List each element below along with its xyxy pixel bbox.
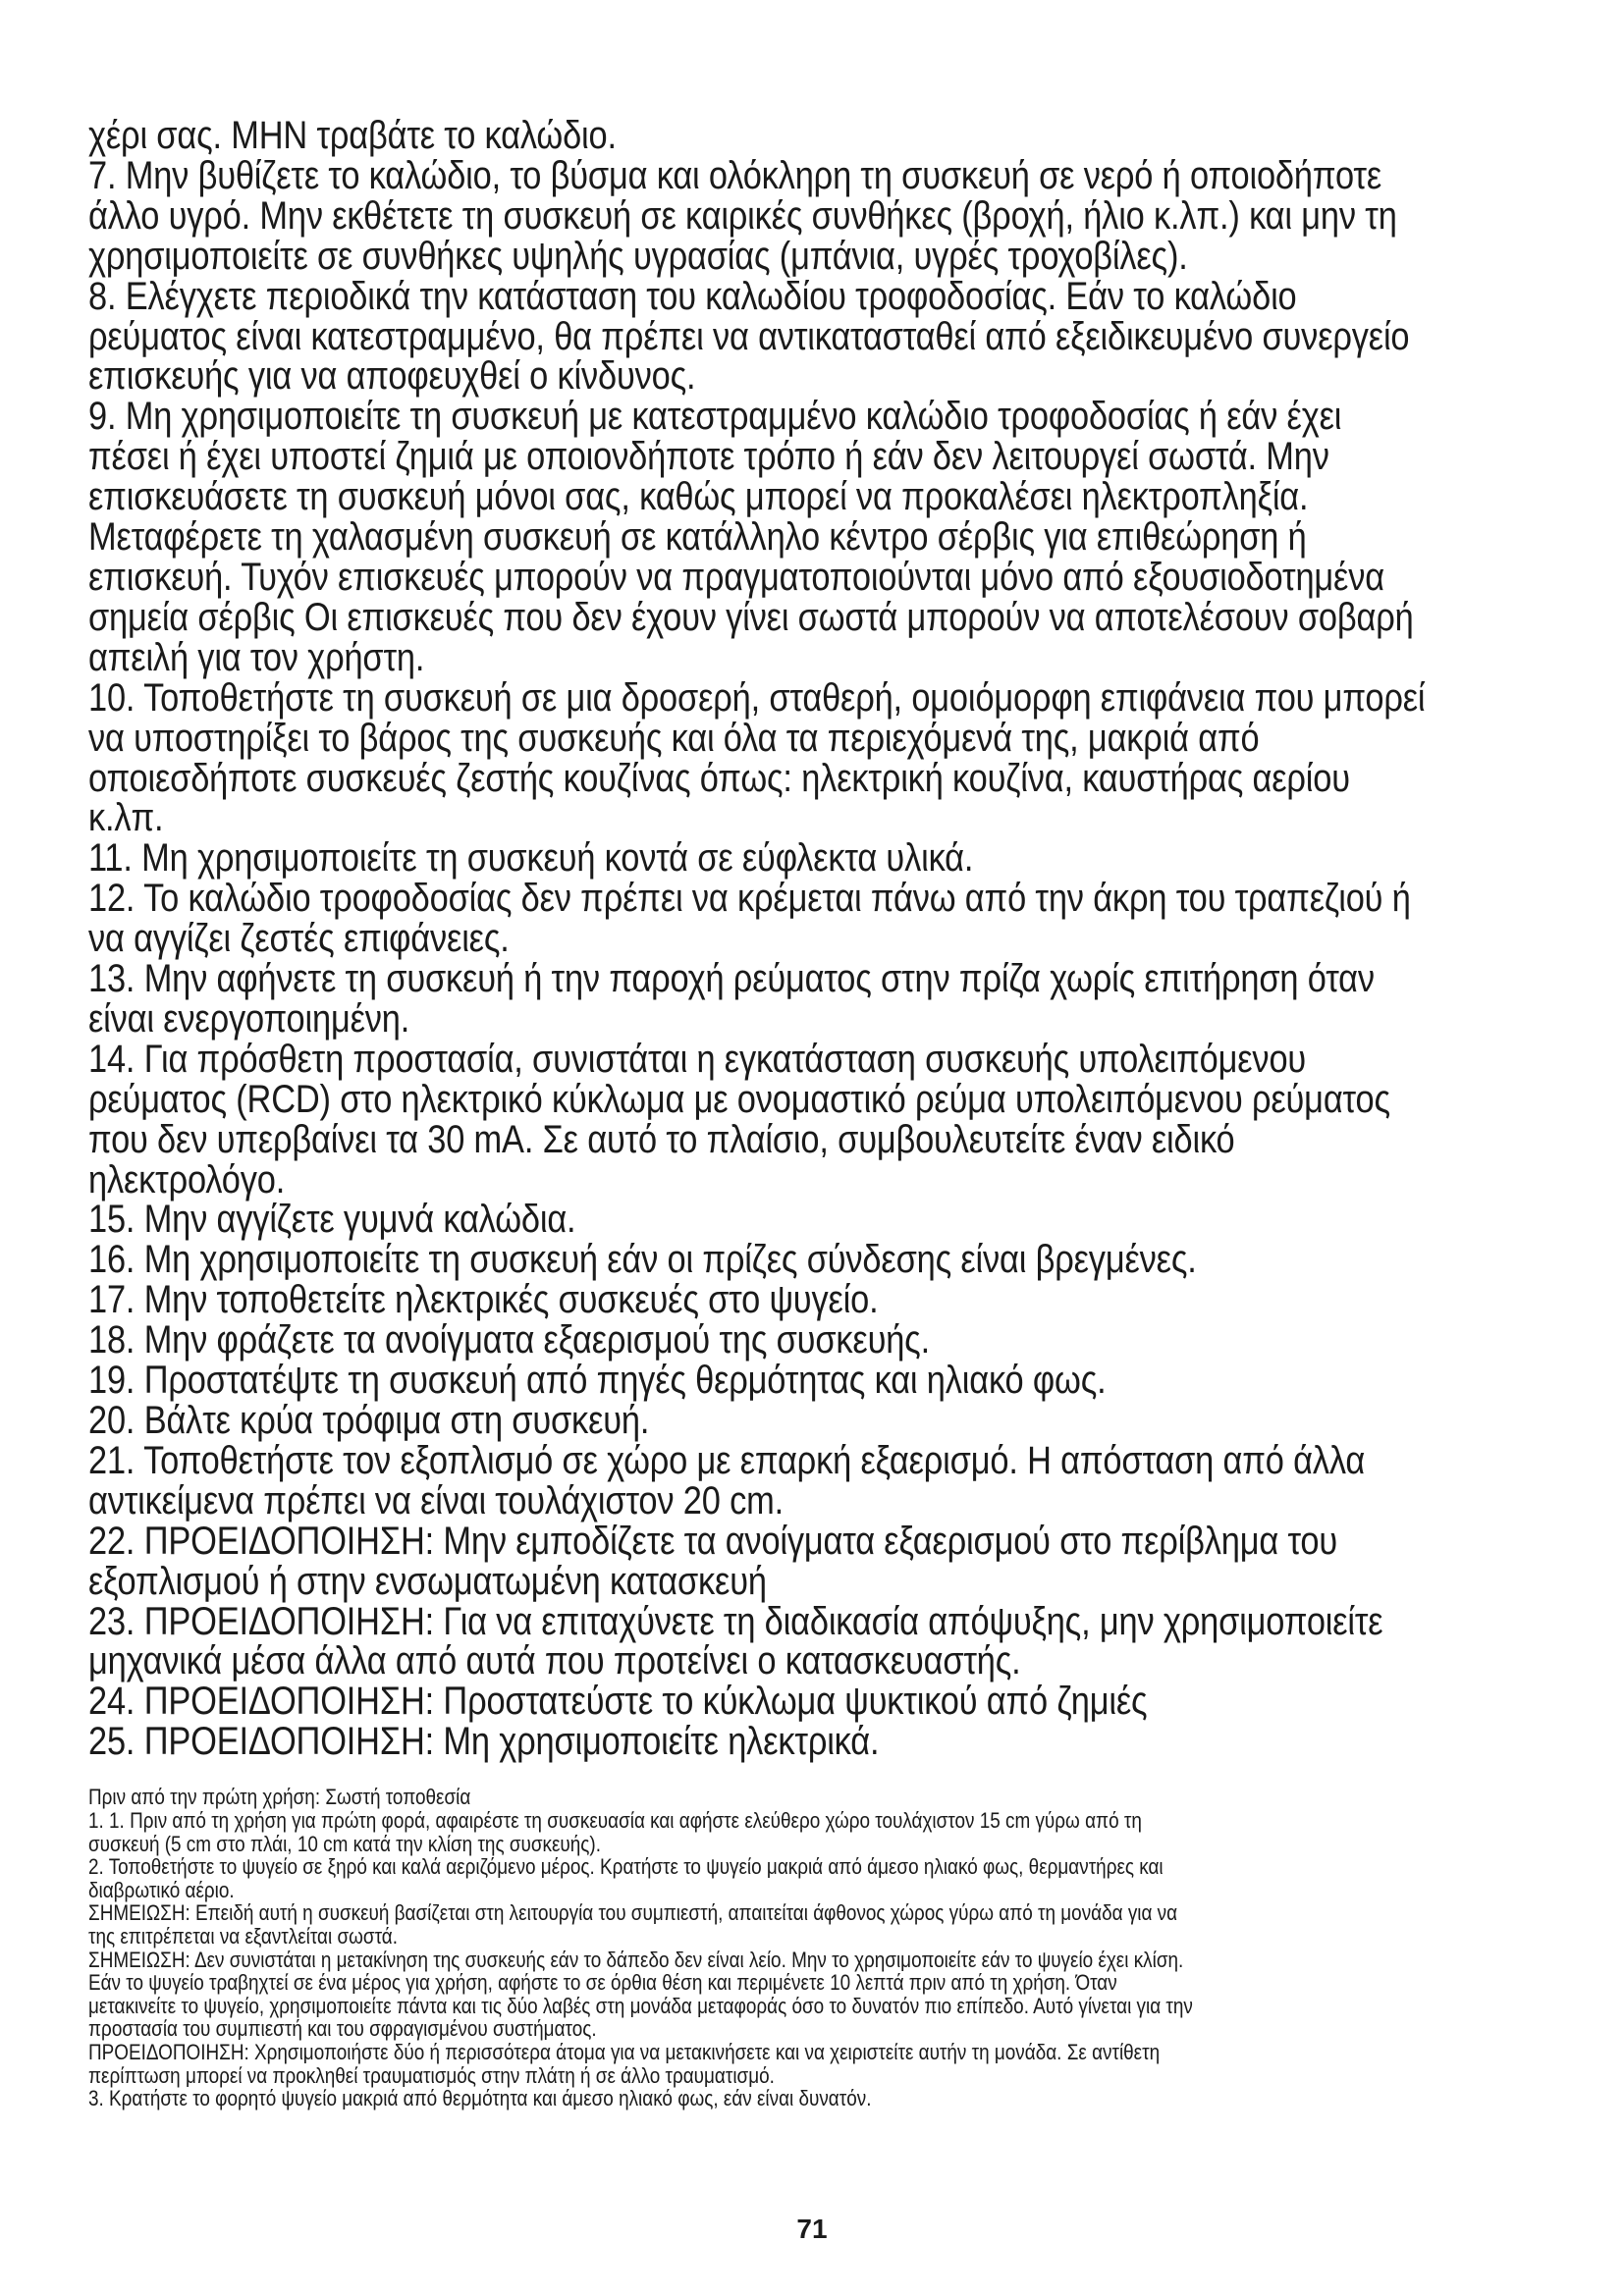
text-line: χέρι σας. ΜΗΝ τραβάτε το καλώδιο. (88, 114, 617, 157)
text-line: 22. ΠΡΟΕΙΔΟΠΟΙΗΣΗ: Μην εμποδίζετε τα ανοίγματα εξαερισμού στο περίβλημα του (88, 1519, 1338, 1563)
text-line: σημεία σέρβις Οι επισκευές που δεν έχουν γίνει σωστά μπορούν να αποτελέσουν σοβαρή (88, 595, 1414, 639)
note-line: διαβρωτικό αέριο. (88, 1877, 235, 1902)
text-line: 19. Προστατέψτε τη συσκευή από πηγές θερμότητας και ηλιακό φως. (88, 1359, 1107, 1403)
note-line: 2. Τοποθετήστε το ψυγείο σε ξηρό και καλά αεριζόμενο μέρος. Κρατήστε το ψυγείο μακριά από άμεσο ηλιακό φως, θερμαντήρες και (88, 1854, 1164, 1880)
text-line: 7. Μην βυθίζετε το καλώδιο, το βύσμα και ολόκληρη τη συσκευή σε νερό ή οποιοδήποτε (88, 153, 1382, 197)
text-line: επισκευάσετε τη συσκευή μόνοι σας, καθώς μπορεί να προκαλέσει ηλεκτροπληξία. (88, 475, 1309, 519)
text-line: είναι ενεργοποιημένη. (88, 996, 410, 1041)
text-line: άλλο υγρό. Μην εκθέτετε τη συσκευή σε καιρικές συνθήκες (βροχή, ήλιο κ.λπ.) και μην τη (88, 193, 1397, 238)
text-line: 13. Μην αφήνετε τη συσκευή ή την παροχή ρεύματος στην πρίζα χωρίς επιτήρηση όταν (88, 957, 1375, 1001)
text-line: απειλή για τον χρήστη. (88, 635, 425, 679)
text-line: οποιεσδήποτε συσκευές ζεστής κουζίνας όπως: ηλεκτρική κουζίνα, καυστήρας αερίου (88, 756, 1350, 800)
text-line: 23. ΠΡΟΕΙΔΟΠΟΙΗΣΗ: Για να επιταχύνετε τη διαδικασία απόψυξης, μην χρησιμοποιείτε (88, 1599, 1383, 1643)
note-line: μετακινείτε το ψυγείο, χρησιμοποιείτε πάντα και τις δύο λαβές στη μονάδα μεταφοράς όσο το δυνατόν πιο επίπεδο. Αυτό γίνεται για την (88, 1993, 1193, 2018)
text-line: επισκευής για να αποφευχθεί ο κίνδυνος. (88, 354, 696, 399)
note-line: Εάν το ψυγείο τραβηχτεί σε ένα μέρος για χρήση, αφήστε το σε όρθια θέση και περιμένετε 10 λεπτά πριν από τη χρήση. Όταν (88, 1970, 1117, 1996)
note-line: προστασία του συμπιεστή και του σφραγισμένου συστήματος. (88, 2016, 597, 2042)
text-line: 18. Μην φράζετε τα ανοίγματα εξαερισμού της συσκευής. (88, 1318, 930, 1362)
note-line: ΣΗΜΕΙΩΣΗ: Δεν συνιστάται η μετακίνηση της συσκευής εάν το δάπεδο δεν είναι λείο. Μην το χρησιμοποιείτε εάν το ψυγείο έχει κλίση. (88, 1947, 1184, 1972)
text-line: επισκευή. Τυχόν επισκευές μπορούν να πραγματοποιούνται μόνο από εξουσιοδοτημένα (88, 555, 1384, 599)
text-line: 14. Για πρόσθετη προστασία, συνιστάται η εγκατάσταση συσκευής υπολειπόμενου (88, 1037, 1307, 1081)
text-line: που δεν υπερβαίνει τα 30 mA. Σε αυτό το πλαίσιο, συμβουλευτείτε έναν ειδικό (88, 1117, 1235, 1161)
text-line: 11. Μη χρησιμοποιείτε τη συσκευή κοντά σε εύφλεκτα υλικά. (88, 836, 974, 881)
text-line: ρεύματος (RCD) στο ηλεκτρικό κύκλωμα με ονομαστικό ρεύμα υπολειπόμενου ρεύματος (88, 1077, 1390, 1121)
notes-title: Πριν από την πρώτη χρήση: Σωστή τοποθεσία (88, 1785, 471, 1809)
first-use-notes (88, 1786, 1561, 2110)
text-line: 21. Τοποθετήστε τον εξοπλισμό σε χώρο με επαρκή εξαερισμό. Η απόσταση από άλλα (88, 1438, 1366, 1482)
text-line: μηχανικά μέσα άλλα από αυτά που προτείνει ο κατασκευαστής. (88, 1639, 1021, 1683)
text-line: Μεταφέρετε τη χαλασμένη συσκευή σε κατάλληλο κέντρο σέρβις για επιθεώρηση ή (88, 515, 1307, 560)
note-line: συσκευή (5 cm στο πλάι, 10 cm κατά την κλίση της συσκευής). (88, 1831, 601, 1856)
text-line: ρεύματος είναι κατεστραμμένο, θα πρέπει να αντικατασταθεί από εξειδικευμένο συνεργείο (88, 314, 1410, 358)
text-line: 12. Το καλώδιο τροφοδοσίας δεν πρέπει να κρέμεται πάνω από την άκρη του τραπεζιού ή (88, 877, 1411, 921)
text-line: 15. Μην αγγίζετε γυμνά καλώδια. (88, 1198, 576, 1242)
text-line: χρησιμοποιείτε σε συνθήκες υψηλής υγρασίας (μπάνια, υγρές τροχοβίλες). (88, 234, 1188, 278)
text-line: κ.λπ. (88, 796, 164, 840)
text-line: 17. Μην τοποθετείτε ηλεκτρικές συσκευές στο ψυγείο. (88, 1278, 879, 1322)
text-line: 10. Τοποθετήστε τη συσκευή σε μια δροσερή, σταθερή, ομοιόμορφη επιφάνεια που μπορεί (88, 675, 1426, 720)
text-line: να αγγίζει ζεστές επιφάνειες. (88, 917, 510, 961)
note-line: 1. 1. Πριν από τη χρήση για πρώτη φορά, αφαιρέστε τη συσκευασία και αφήστε ελεύθερο χώρο τουλάχιστον 15 cm γύρω από τη (88, 1808, 1142, 1833)
note-line: της επιτρέπεται να εξαντλείται σωστά. (88, 1923, 398, 1949)
text-line: 25. ΠΡΟΕΙΔΟΠΟΙΗΣΗ: Μη χρησιμοποιείτε ηλεκτρικά. (88, 1720, 880, 1764)
text-line: ηλεκτρολόγο. (88, 1157, 286, 1201)
text-line: 20. Βάλτε κρύα τρόφιμα στη συσκευή. (88, 1399, 650, 1442)
text-line: 8. Ελέγχετε περιοδικά την κατάσταση του καλωδίου τροφοδοσίας. Εάν το καλώδιο (88, 274, 1297, 318)
text-line: 24. ΠΡΟΕΙΔΟΠΟΙΗΣΗ: Προστατεύστε το κύκλωμα ψυκτικού από ζημιές (88, 1680, 1148, 1724)
note-line: περίπτωση μπορεί να προκληθεί τραυματισμός στην πλάτη ή σε άλλο τραυματισμό. (88, 2062, 775, 2088)
text-line: αντικείμενα πρέπει να είναι τουλάχιστον 20 cm. (88, 1478, 784, 1522)
text-line: πέσει ή έχει υποστεί ζημιά με οποιονδήποτε τρόπο ή εάν δεν λειτουργεί σωστά. Μην (88, 435, 1329, 479)
text-line: 9. Μη χρησιμοποιείτε τη συσκευή με κατεστραμμένο καλώδιο τροφοδοσίας ή εάν έχει (88, 395, 1342, 439)
text-line: να υποστηρίξει το βάρος της συσκευής και όλα τα περιεχόμενά της, μακριά από (88, 716, 1260, 760)
page-number: 71 (796, 2214, 828, 2244)
text-line: εξοπλισμού ή στην ενσωματωμένη κατασκευή (88, 1559, 767, 1603)
note-line: 3. Κρατήστε το φορητό ψυγείο μακριά από θερμότητα και άμεσο ηλιακό φως, εάν είναι δυνατόν. (88, 2086, 872, 2111)
note-line: ΠΡΟΕΙΔΟΠΟΙΗΣΗ: Χρησιμοποιήστε δύο ή περισσότερα άτομα για να μετακινήσετε και να χειριστείτε αυτήν τη μονάδα. Σε αντίθετη (88, 2039, 1161, 2064)
text-line: 16. Μη χρησιμοποιείτε τη συσκευή εάν οι πρίζες σύνδεσης είναι βρεγμένες. (88, 1238, 1197, 1282)
safety-instructions (88, 116, 1561, 1762)
note-line: ΣΗΜΕΙΩΣΗ: Επειδή αυτή η συσκευή βασίζεται στη λειτουργία του συμπιεστή, απαιτείται άφθονος χώρος γύρω από τη μονάδα για να (88, 1900, 1178, 1926)
